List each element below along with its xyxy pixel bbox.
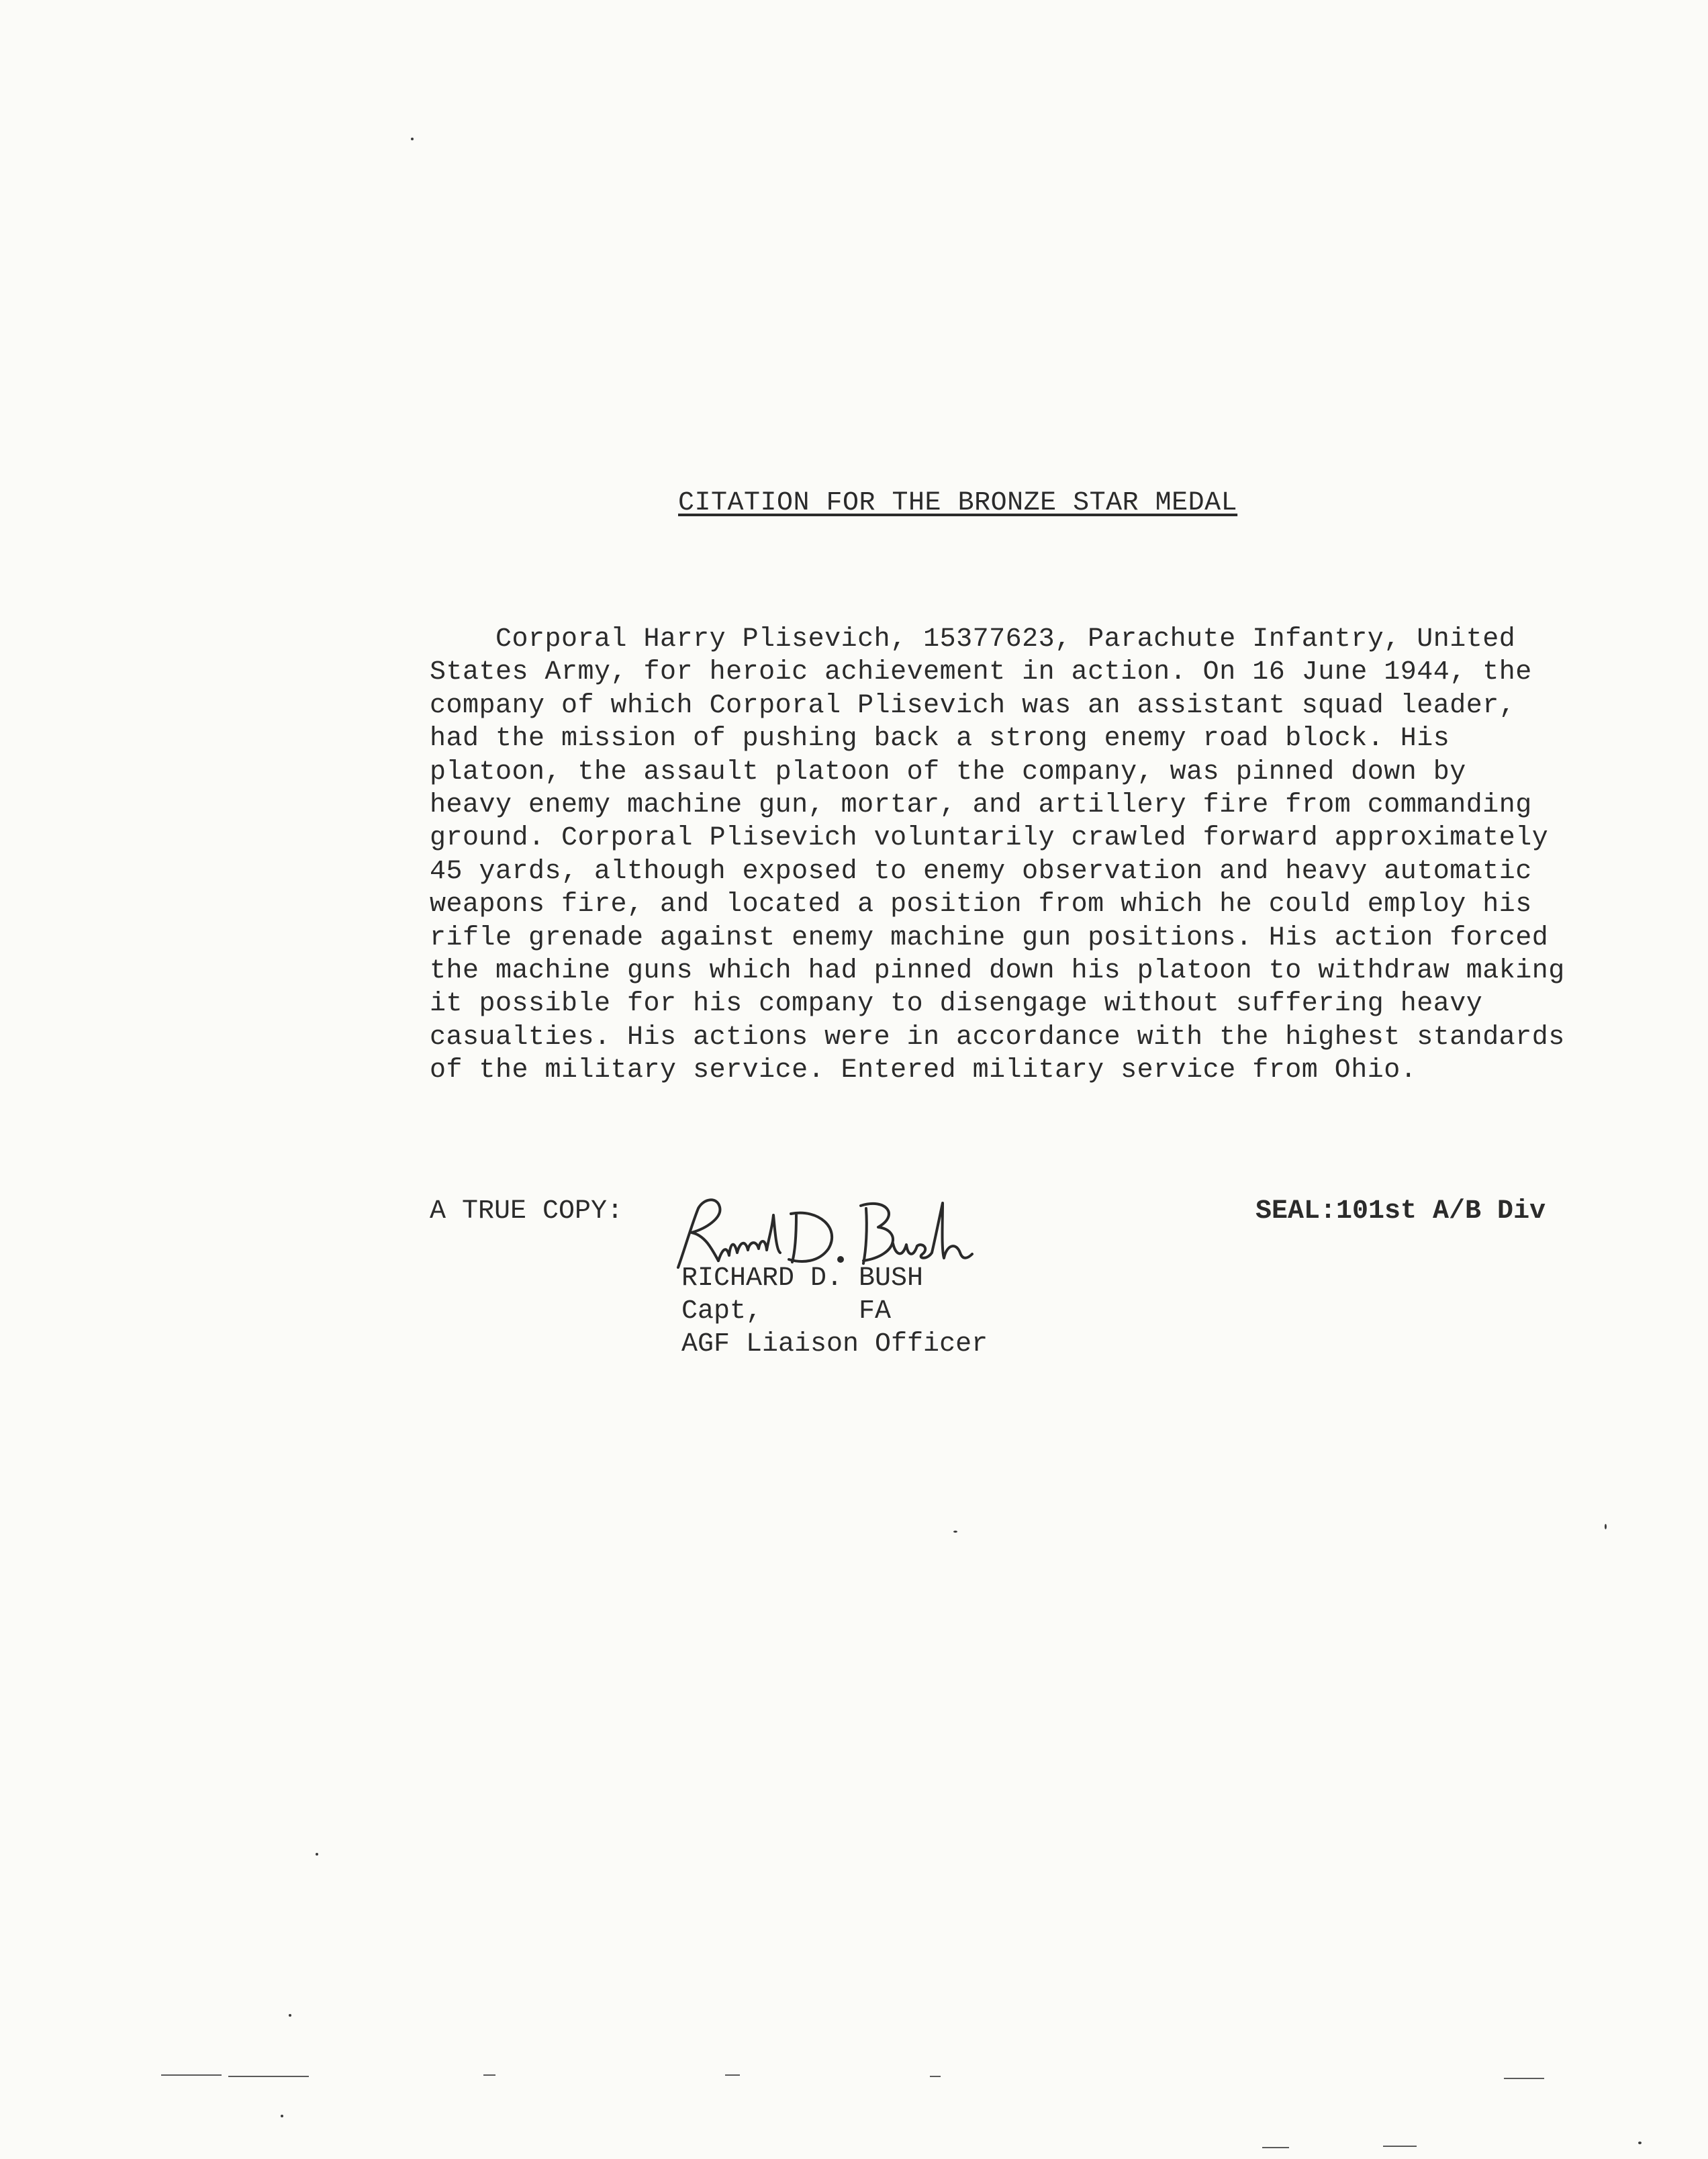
citation-line: Corporal Harry Plisevich, 15377623, Parachute Infantry, United [430,624,1516,655]
citation-body [430,623,1611,1088]
scan-mark [930,2076,941,2077]
citation-line: of the military service. Entered military service from Ohio. [430,1055,1417,1086]
citation-line: rifle grenade against enemy machine gun positions. His action forced [430,922,1549,953]
citation-line: weapons fire, and located a position from which he could employ his [430,890,1532,920]
scan-mark [228,2076,309,2077]
citation-line: casualties. His actions were in accordance with the highest standards [430,1022,1565,1053]
citation-line: heavy enemy machine gun, mortar, and artillery fire from commanding [430,790,1532,821]
scan-speck [281,2115,283,2117]
scan-speck [953,1531,957,1533]
scan-speck [289,2014,291,2017]
citation-line: had the mission of pushing back a strong enemy road block. His [430,724,1450,755]
citation-line: ground. Corporal Plisevich voluntarily crawled forward approximately [430,823,1549,854]
scan-speck [411,138,414,140]
citation-line: platoon, the assault platoon of the company, was pinned down by [430,757,1466,787]
citation-line: 45 yards, although exposed to enemy observation and heavy automatic [430,856,1532,887]
signatory-position: AGF Liaison Officer [681,1329,988,1359]
signatory-name: RICHARD D. BUSH [681,1263,924,1294]
scan-mark [1383,2146,1417,2147]
seal-text: SEAL:101st A/B Div [1255,1196,1546,1227]
citation-line: the machine guns which had pinned down his platoon to withdraw making [430,956,1565,987]
scan-mark [725,2074,740,2076]
signatory-block [681,1262,988,1361]
scan-speck [316,1853,318,1856]
scan-mark [483,2074,495,2076]
true-copy-label: A TRUE COPY: [430,1196,624,1227]
document-title: CITATION FOR THE BRONZE STAR MEDAL [678,488,1238,518]
scan-speck [1605,1524,1607,1529]
scan-speck [1638,2142,1642,2144]
scan-mark [1504,2078,1544,2079]
citation-line: States Army, for heroic achievement in action. On 16 June 1944, the [430,657,1532,688]
scan-mark [161,2074,222,2076]
scan-mark [1262,2147,1289,2148]
citation-line: company of which Corporal Plisevich was an assistant squad leader, [430,690,1516,721]
signatory-rank: Capt, FA [681,1296,892,1327]
citation-line: it possible for his company to disengage without suffering heavy [430,989,1483,1020]
